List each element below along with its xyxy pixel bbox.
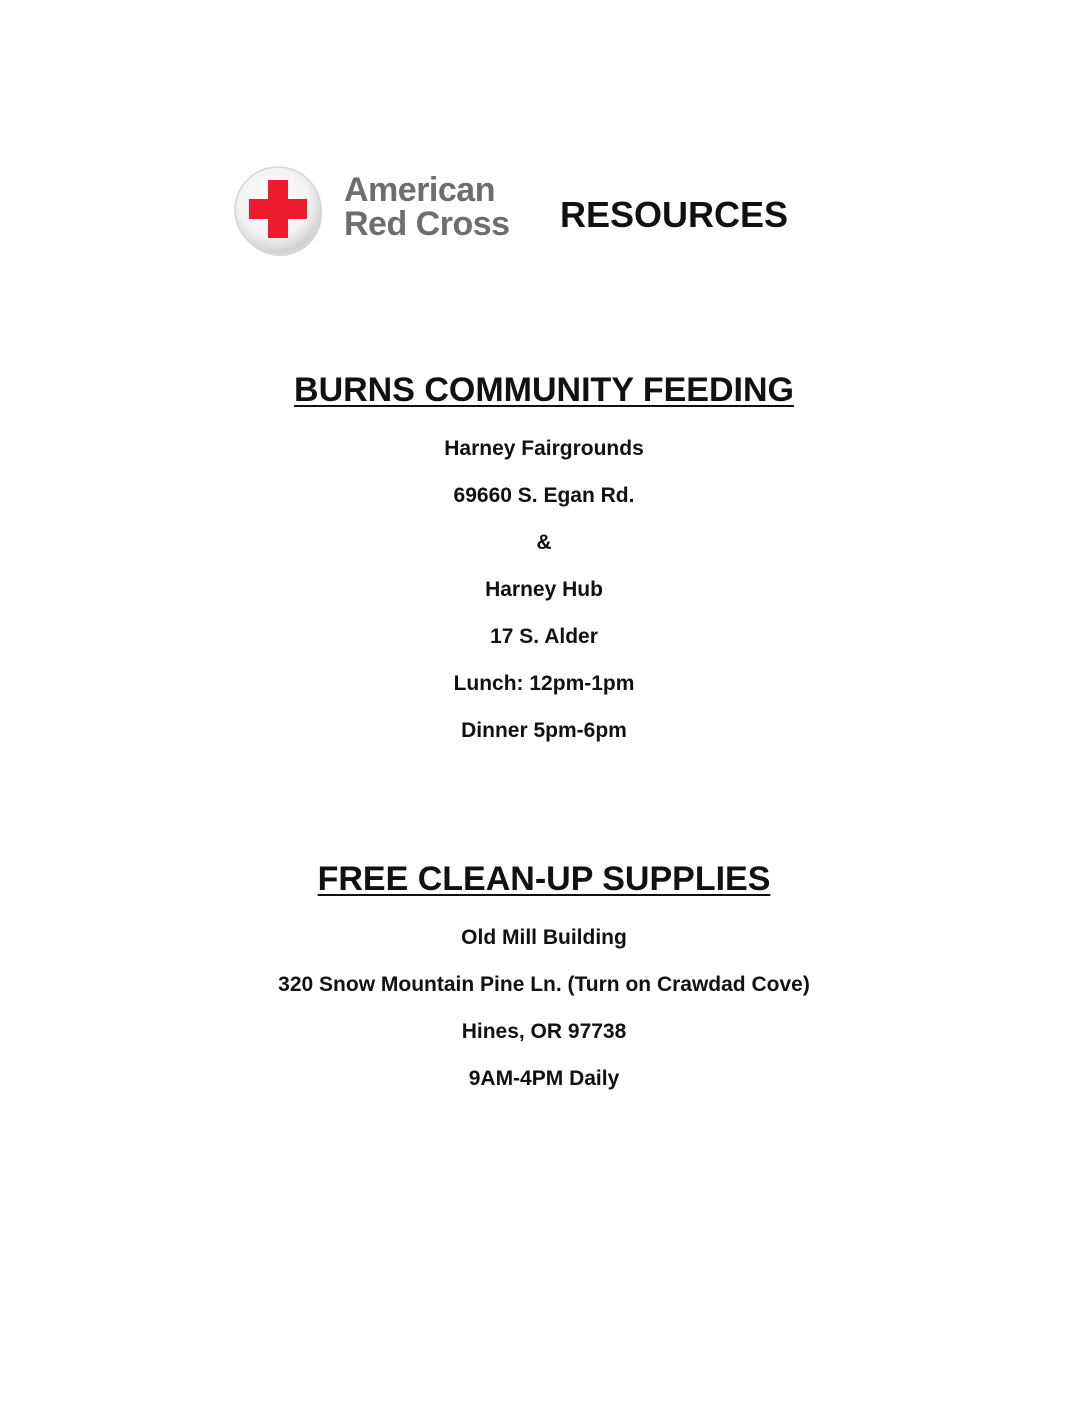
- open-hours: 9AM-4PM Daily: [468, 1067, 620, 1090]
- page-title: RESOURCES: [560, 194, 789, 235]
- section-community-feeding: [0, 370, 1088, 765]
- red-cross-logo-icon: [234, 165, 324, 257]
- location-address: 17 S. Alder: [490, 625, 598, 648]
- location-name: Old Mill Building: [461, 926, 627, 949]
- logo-wordmark: [344, 173, 510, 241]
- section-lines: [0, 925, 1088, 1092]
- location-address: 69660 S. Egan Rd.: [453, 484, 635, 507]
- location-city: Hines, OR 97738: [461, 1020, 627, 1043]
- location-address: 320 Snow Mountain Pine Ln. (Turn on Crawdad Cove): [278, 973, 810, 996]
- logo-line-2: Red Cross: [344, 205, 510, 243]
- section-title: FREE CLEAN-UP SUPPLIES: [317, 860, 771, 898]
- location-name: Harney Fairgrounds: [444, 437, 644, 460]
- dinner-hours: Dinner 5pm-6pm: [461, 719, 627, 742]
- logo-line-1: American: [344, 171, 495, 209]
- american-red-cross-logo: [234, 165, 534, 261]
- ampersand-separator: &: [536, 531, 552, 554]
- section-lines: [0, 436, 1088, 744]
- lunch-hours: Lunch: 12pm-1pm: [453, 672, 635, 695]
- section-cleanup-supplies: [0, 859, 1088, 1113]
- location-name: Harney Hub: [485, 578, 603, 601]
- section-title: BURNS COMMUNITY FEEDING: [294, 371, 794, 409]
